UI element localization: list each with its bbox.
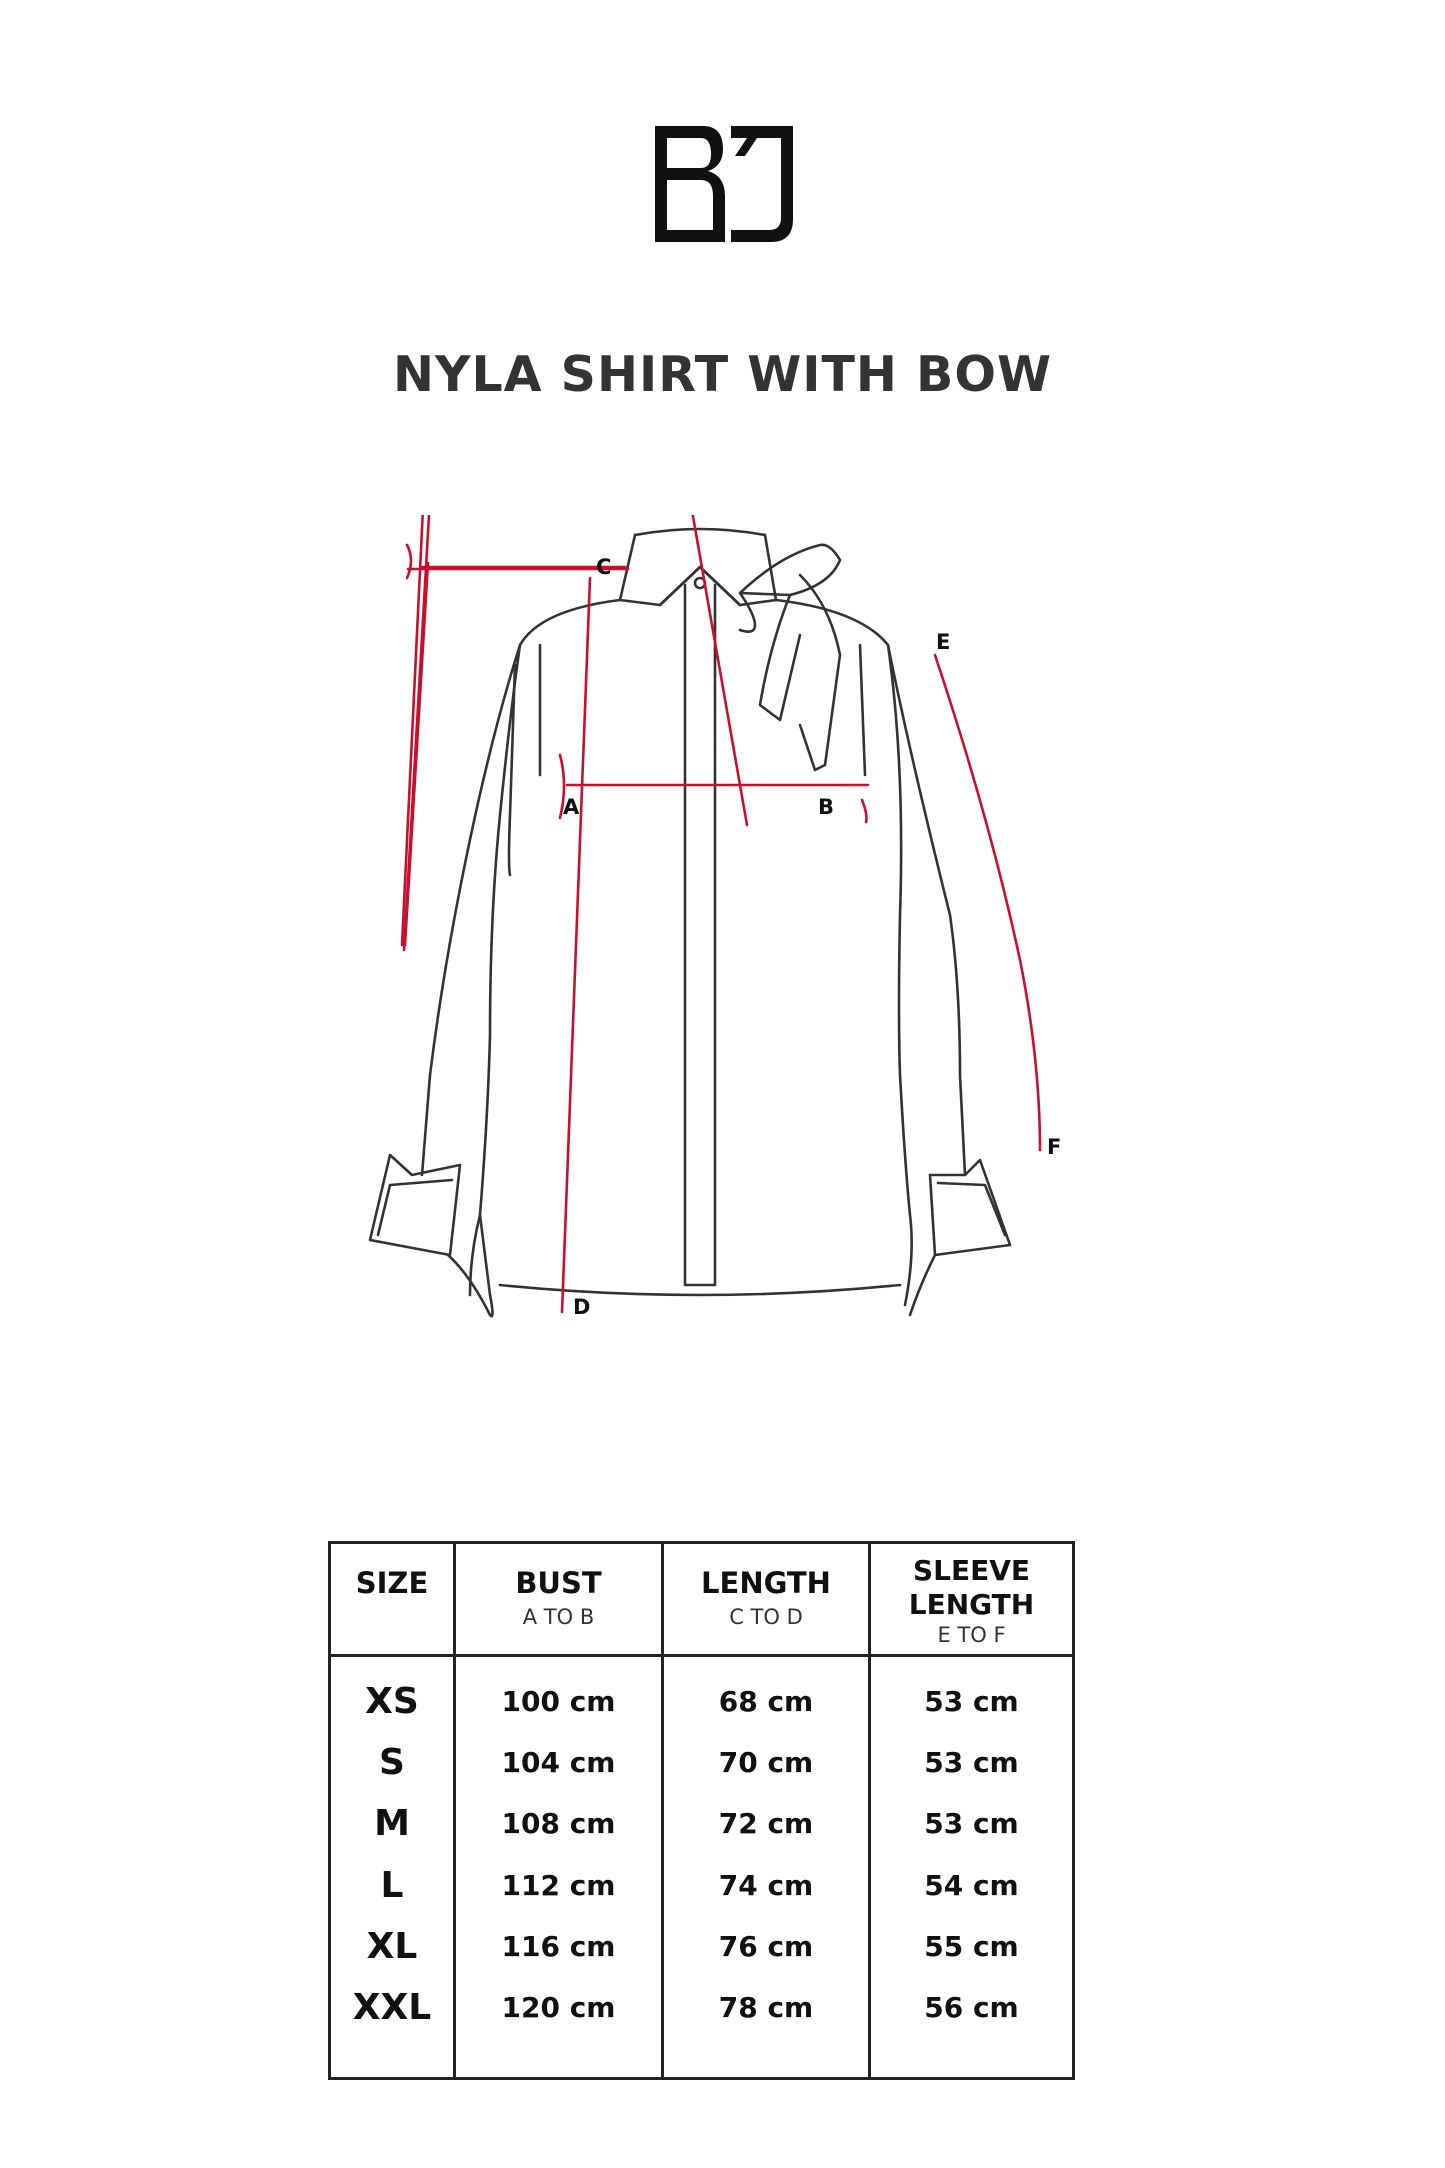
cell-bust: 120 cm [501,1991,616,2024]
cell-length: 76 cm [718,1929,814,1963]
label-b: B [818,795,835,819]
cell-bust: 100 cm [501,1685,616,1718]
header-bust: BUST A TO B [515,1566,602,1629]
length-line-c-d [562,578,590,1312]
cell-size: S [379,1742,405,1784]
cell-sleeve-length: 55 cm [924,1929,1019,1963]
cell-sleeve-length: 53 cm [924,1807,1019,1841]
cell-bust: 112 cm [501,1868,616,1902]
label-e: E [936,630,951,654]
cell-bust: 104 cm [501,1746,616,1780]
header-size: SIZE [355,1566,429,1600]
cell-length: 74 cm [718,1868,814,1902]
cell-sleeve-length: 56 cm [924,1991,1019,2024]
cell-length: 72 cm [718,1807,814,1841]
bust-end-a [560,755,564,818]
cell-size: XXL [352,1987,432,2028]
sleeve-line-e-f [935,655,1040,1150]
page-title: NYLA SHIRT WITH BOW [392,346,1053,403]
cell-sleeve-length: 53 cm [924,1685,1019,1718]
cell-size: L [380,1864,404,1906]
cell-length: 70 cm [718,1746,814,1780]
cell-size: M [374,1803,410,1845]
label-c: C [596,555,612,579]
label-a: A [563,795,580,819]
label-f: F [1047,1135,1062,1159]
label-d: D [573,1295,591,1319]
cell-sleeve-length: 53 cm [924,1746,1019,1780]
bust-end-b [862,800,867,822]
cell-length: 78 cm [718,1991,814,2024]
cell-bust: 108 cm [501,1807,616,1841]
cell-sleeve-length: 54 cm [924,1868,1019,1902]
cell-size: XS [365,1681,419,1722]
cell-size: XL [366,1925,418,1967]
header-length: LENGTH C TO D [701,1566,831,1629]
cell-bust: 116 cm [501,1929,616,1963]
cell-length: 68 cm [718,1685,814,1718]
header-sleeve-length: SLEEVE LENGTH E TO F [908,1554,1035,1647]
